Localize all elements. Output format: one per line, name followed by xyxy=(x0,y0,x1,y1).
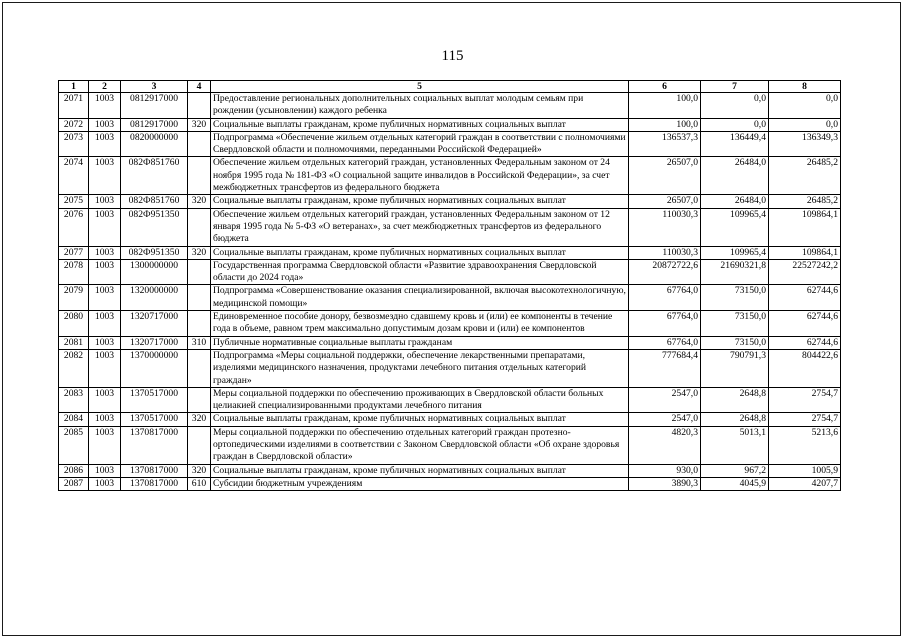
amount-year1-cell: 110030,3 xyxy=(629,246,701,259)
amount-year3-cell: 2754,7 xyxy=(769,387,841,413)
expense-type-cell: 320 xyxy=(188,464,211,477)
column-header: 8 xyxy=(769,81,841,93)
expense-type-cell xyxy=(188,157,211,195)
section-code-cell: 1003 xyxy=(89,285,121,311)
table-row xyxy=(59,118,841,131)
amount-year3-cell: 26485,2 xyxy=(769,157,841,195)
item-name-cell: Государственная программа Свердловской области «Развитие здравоохранения Свердловской области до 2024 года» xyxy=(211,259,629,285)
line-number-cell: 2081 xyxy=(59,336,89,349)
amount-year1-cell: 26507,0 xyxy=(629,195,701,208)
amount-year2-cell: 0,0 xyxy=(701,118,769,131)
line-number-cell: 2087 xyxy=(59,477,89,490)
target-article-cell: 0812917000 xyxy=(121,118,188,131)
amount-year3-cell: 5213,6 xyxy=(769,426,841,464)
table-body xyxy=(59,93,841,491)
expense-type-cell: 320 xyxy=(188,413,211,426)
amount-year1-cell: 3890,3 xyxy=(629,477,701,490)
section-code-cell: 1003 xyxy=(89,246,121,259)
section-code-cell: 1003 xyxy=(89,208,121,246)
table-row xyxy=(59,246,841,259)
amount-year2-cell: 0,0 xyxy=(701,93,769,119)
target-article-cell: 1320000000 xyxy=(121,285,188,311)
column-header: 6 xyxy=(629,81,701,93)
target-article-cell: 0812917000 xyxy=(121,93,188,119)
amount-year3-cell: 109864,1 xyxy=(769,208,841,246)
amount-year3-cell: 62744,6 xyxy=(769,285,841,311)
column-header: 5 xyxy=(211,81,629,93)
target-article-cell: 1370517000 xyxy=(121,413,188,426)
expense-type-cell: 610 xyxy=(188,477,211,490)
amount-year3-cell: 2754,7 xyxy=(769,413,841,426)
target-article-cell: 082Ф851760 xyxy=(121,157,188,195)
page-number: 115 xyxy=(441,48,464,64)
amount-year2-cell: 109965,4 xyxy=(701,246,769,259)
amount-year2-cell: 2648,8 xyxy=(701,387,769,413)
item-name-cell: Обеспечение жильем отдельных категорий граждан, установленных Федеральным законом от 24 ноября 1995 года № 181-ФЗ «О социальной защите инвалидов в Российской Федерации», за счет межбюджетных трансфертов из федерального бюджета xyxy=(211,157,629,195)
target-article-cell: 1370000000 xyxy=(121,349,188,387)
section-code-cell: 1003 xyxy=(89,464,121,477)
amount-year1-cell: 67764,0 xyxy=(629,285,701,311)
item-name-cell: Социальные выплаты гражданам, кроме публичных нормативных социальных выплат xyxy=(211,413,629,426)
item-name-cell: Подпрограмма «Совершенствование оказания специализированной, включая высокотехнологичную, медицинской помощи» xyxy=(211,285,629,311)
expense-type-cell xyxy=(188,93,211,119)
target-article-cell: 1370817000 xyxy=(121,426,188,464)
amount-year2-cell: 790791,3 xyxy=(701,349,769,387)
line-number-cell: 2077 xyxy=(59,246,89,259)
amount-year2-cell: 2648,8 xyxy=(701,413,769,426)
table-row xyxy=(59,157,841,195)
target-article-cell: 1370517000 xyxy=(121,387,188,413)
header-row xyxy=(59,81,841,93)
section-code-cell: 1003 xyxy=(89,413,121,426)
column-header: 3 xyxy=(121,81,188,93)
item-name-cell: Социальные выплаты гражданам, кроме публичных нормативных социальных выплат xyxy=(211,246,629,259)
section-code-cell: 1003 xyxy=(89,195,121,208)
expense-type-cell xyxy=(188,349,211,387)
target-article-cell: 082Ф951350 xyxy=(121,208,188,246)
target-article-cell: 1370817000 xyxy=(121,464,188,477)
line-number-cell: 2084 xyxy=(59,413,89,426)
amount-year1-cell: 100,0 xyxy=(629,93,701,119)
item-name-cell: Меры социальной поддержки по обеспечению проживающих в Свердловской области больных целиакией специализированными продуктами лечебного питания xyxy=(211,387,629,413)
amount-year2-cell: 109965,4 xyxy=(701,208,769,246)
amount-year3-cell: 136349,3 xyxy=(769,131,841,157)
table-row xyxy=(59,426,841,464)
table-row xyxy=(59,208,841,246)
amount-year3-cell: 62744,6 xyxy=(769,336,841,349)
line-number-cell: 2079 xyxy=(59,285,89,311)
line-number-cell: 2074 xyxy=(59,157,89,195)
expense-type-cell: 320 xyxy=(188,118,211,131)
item-name-cell: Социальные выплаты гражданам, кроме публичных нормативных социальных выплат xyxy=(211,464,629,477)
target-article-cell: 082Ф851760 xyxy=(121,195,188,208)
amount-year1-cell: 2547,0 xyxy=(629,387,701,413)
table-row xyxy=(59,93,841,119)
section-code-cell: 1003 xyxy=(89,426,121,464)
amount-year3-cell: 804422,6 xyxy=(769,349,841,387)
target-article-cell: 0820000000 xyxy=(121,131,188,157)
table-row xyxy=(59,387,841,413)
table-row xyxy=(59,259,841,285)
expense-type-cell: 310 xyxy=(188,336,211,349)
amount-year2-cell: 26484,0 xyxy=(701,157,769,195)
line-number-cell: 2076 xyxy=(59,208,89,246)
expense-type-cell xyxy=(188,285,211,311)
target-article-cell: 1300000000 xyxy=(121,259,188,285)
section-code-cell: 1003 xyxy=(89,93,121,119)
section-code-cell: 1003 xyxy=(89,118,121,131)
table-row xyxy=(59,311,841,337)
amount-year3-cell: 4207,7 xyxy=(769,477,841,490)
section-code-cell: 1003 xyxy=(89,477,121,490)
target-article-cell: 1320717000 xyxy=(121,311,188,337)
table-row xyxy=(59,336,841,349)
section-code-cell: 1003 xyxy=(89,157,121,195)
section-code-cell: 1003 xyxy=(89,311,121,337)
item-name-cell: Публичные нормативные социальные выплаты гражданам xyxy=(211,336,629,349)
section-code-cell: 1003 xyxy=(89,259,121,285)
amount-year1-cell: 20872722,6 xyxy=(629,259,701,285)
amount-year3-cell: 1005,9 xyxy=(769,464,841,477)
amount-year3-cell: 0,0 xyxy=(769,118,841,131)
line-number-cell: 2085 xyxy=(59,426,89,464)
amount-year1-cell: 67764,0 xyxy=(629,311,701,337)
target-article-cell: 1370817000 xyxy=(121,477,188,490)
amount-year1-cell: 4820,3 xyxy=(629,426,701,464)
line-number-cell: 2080 xyxy=(59,311,89,337)
item-name-cell: Меры социальной поддержки по обеспечению отдельных категорий граждан протезно-ортопедическими изделиями в соответствии с Законом Свердловской области «Об охране здоровья граждан в Свердловской области» xyxy=(211,426,629,464)
table-row xyxy=(59,413,841,426)
item-name-cell: Единовременное пособие донору, безвозмездно сдавшему кровь и (или) ее компоненты в течение года в объеме, равном трем максимально допустимым дозам крови и (или) ее компонентов xyxy=(211,311,629,337)
amount-year3-cell: 26485,2 xyxy=(769,195,841,208)
expense-type-cell xyxy=(188,131,211,157)
amount-year2-cell: 26484,0 xyxy=(701,195,769,208)
column-header: 1 xyxy=(59,81,89,93)
item-name-cell: Подпрограмма «Меры социальной поддержки, обеспечение лекарственными препаратами, изделиями медицинского назначения, продуктами лечебного питания отдельных категорий граждан» xyxy=(211,349,629,387)
amount-year2-cell: 5013,1 xyxy=(701,426,769,464)
amount-year1-cell: 930,0 xyxy=(629,464,701,477)
line-number-cell: 2086 xyxy=(59,464,89,477)
line-number-cell: 2075 xyxy=(59,195,89,208)
section-code-cell: 1003 xyxy=(89,336,121,349)
target-article-cell: 082Ф951350 xyxy=(121,246,188,259)
amount-year1-cell: 777684,4 xyxy=(629,349,701,387)
expense-type-cell xyxy=(188,426,211,464)
expense-type-cell xyxy=(188,387,211,413)
column-header: 2 xyxy=(89,81,121,93)
amount-year1-cell: 2547,0 xyxy=(629,413,701,426)
amount-year1-cell: 136537,3 xyxy=(629,131,701,157)
item-name-cell: Субсидии бюджетным учреждениям xyxy=(211,477,629,490)
line-number-cell: 2073 xyxy=(59,131,89,157)
line-number-cell: 2078 xyxy=(59,259,89,285)
expense-type-cell: 320 xyxy=(188,246,211,259)
section-code-cell: 1003 xyxy=(89,131,121,157)
item-name-cell: Предоставление региональных дополнительных социальных выплат молодым семьям при рождении (усыновлении) каждого ребенка xyxy=(211,93,629,119)
expense-type-cell xyxy=(188,311,211,337)
amount-year2-cell: 73150,0 xyxy=(701,336,769,349)
item-name-cell: Подпрограмма «Обеспечение жильем отдельных категорий граждан в соответствии с полномочиями Свердловской области и полномочиями, переданными Российской Федерацией» xyxy=(211,131,629,157)
table-row xyxy=(59,349,841,387)
table-row xyxy=(59,195,841,208)
table-row xyxy=(59,131,841,157)
item-name-cell: Социальные выплаты гражданам, кроме публичных нормативных социальных выплат xyxy=(211,118,629,131)
table-row xyxy=(59,464,841,477)
amount-year3-cell: 0,0 xyxy=(769,93,841,119)
amount-year1-cell: 110030,3 xyxy=(629,208,701,246)
table-row xyxy=(59,477,841,490)
amount-year2-cell: 73150,0 xyxy=(701,311,769,337)
line-number-cell: 2082 xyxy=(59,349,89,387)
item-name-cell: Обеспечение жильем отдельных категорий граждан, установленных Федеральным законом от 12 января 1995 года № 5-ФЗ «О ветеранах», за счет межбюджетных трансфертов из федерального бюджета xyxy=(211,208,629,246)
line-number-cell: 2071 xyxy=(59,93,89,119)
budget-table xyxy=(58,80,841,491)
amount-year2-cell: 21690321,8 xyxy=(701,259,769,285)
amount-year2-cell: 136449,4 xyxy=(701,131,769,157)
table-row xyxy=(59,285,841,311)
item-name-cell: Социальные выплаты гражданам, кроме публичных нормативных социальных выплат xyxy=(211,195,629,208)
expense-type-cell xyxy=(188,208,211,246)
amount-year3-cell: 22527242,2 xyxy=(769,259,841,285)
amount-year2-cell: 73150,0 xyxy=(701,285,769,311)
line-number-cell: 2083 xyxy=(59,387,89,413)
amount-year2-cell: 4045,9 xyxy=(701,477,769,490)
amount-year3-cell: 109864,1 xyxy=(769,246,841,259)
amount-year1-cell: 67764,0 xyxy=(629,336,701,349)
target-article-cell: 1320717000 xyxy=(121,336,188,349)
amount-year3-cell: 62744,6 xyxy=(769,311,841,337)
section-code-cell: 1003 xyxy=(89,387,121,413)
expense-type-cell: 320 xyxy=(188,195,211,208)
section-code-cell: 1003 xyxy=(89,349,121,387)
amount-year1-cell: 26507,0 xyxy=(629,157,701,195)
expense-type-cell xyxy=(188,259,211,285)
amount-year1-cell: 100,0 xyxy=(629,118,701,131)
column-header: 4 xyxy=(188,81,211,93)
amount-year2-cell: 967,2 xyxy=(701,464,769,477)
line-number-cell: 2072 xyxy=(59,118,89,131)
column-header: 7 xyxy=(701,81,769,93)
